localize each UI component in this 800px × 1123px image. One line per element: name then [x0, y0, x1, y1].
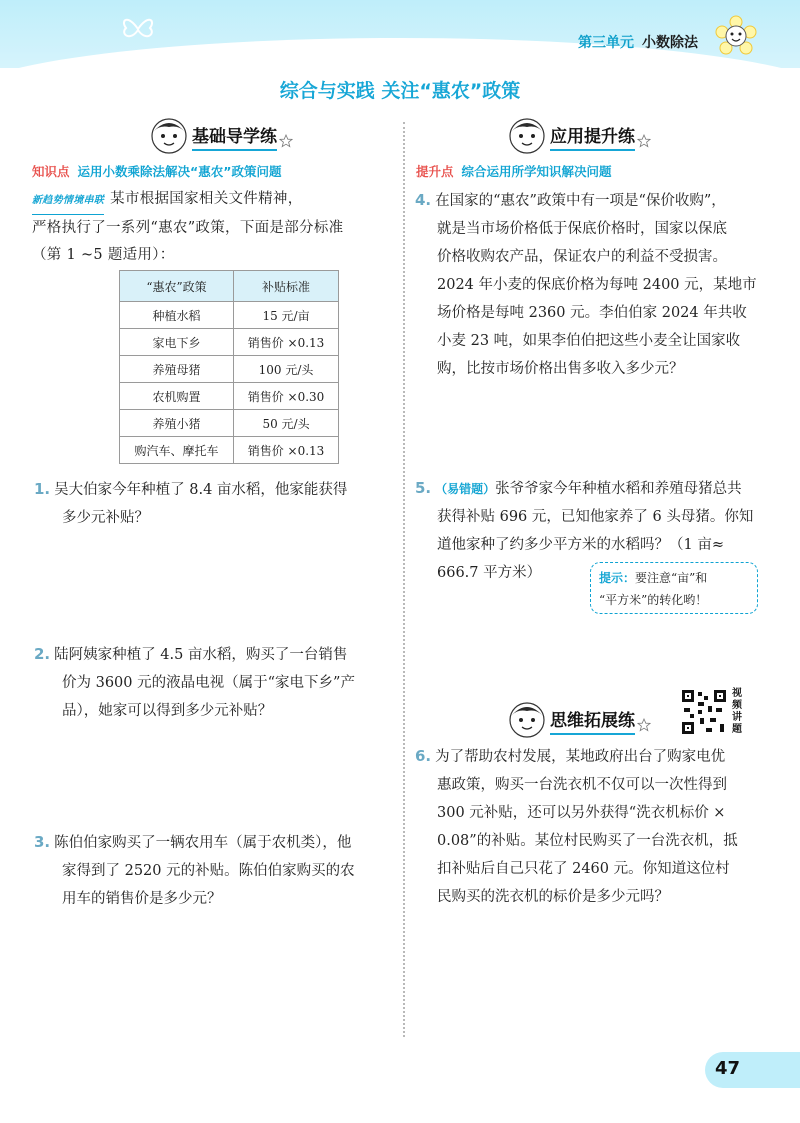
question-number: 3. [34, 833, 51, 851]
column-divider [403, 122, 405, 1037]
question-number: 2. [34, 645, 51, 663]
question-text: 300 元补贴，还可以另外获得“洗衣机标价 × [437, 805, 726, 821]
hint-line-2: “平方米”的转化哟！ [599, 593, 708, 607]
hint-line-1: 要注意“亩”和 [635, 571, 708, 585]
page-title: 综合与实践 关注“惠农”政策 [279, 80, 521, 102]
question-number: 5. [415, 479, 432, 497]
question-text: 家得到了 2520 元的补贴。陈伯伯家购买的农 [62, 863, 355, 879]
knowledge-point [32, 162, 281, 180]
table-cell: 养殖母猪 [120, 356, 234, 383]
question-number: 1. [34, 480, 51, 498]
question-2 [34, 640, 402, 725]
question-1 [34, 475, 402, 532]
trend-tag: 新趋势情境串联 [32, 187, 104, 215]
page-number: 47 [715, 1058, 741, 1079]
unit-title: 小数除法 [642, 35, 698, 51]
table-cell: 销售价 ×0.13 [234, 329, 339, 356]
question-text: 陈伯伯家购买了一辆农用车（属于农机类），他 [54, 835, 352, 851]
question-3 [34, 828, 402, 913]
section-basic-heading [150, 116, 293, 156]
improvement-point-label: 提升点 [416, 164, 454, 179]
table-header-row [120, 271, 339, 302]
table-cell: 养殖小猪 [120, 410, 234, 437]
intro-line-2: 严格执行了一系列“惠农”政策，下面是部分标准 [32, 220, 344, 236]
question-text: 陆阿姨家种植了 4.5 亩水稻，购买了一台销售 [54, 647, 348, 663]
question-text: 就是当市场价格低于保底价格时，国家以保底 [437, 221, 727, 237]
section-apply-title: 应用提升练 [550, 122, 635, 151]
unit-heading [578, 32, 698, 52]
question-text: 道他家种了约多少平方米的水稻吗？（1 亩≈ [437, 537, 724, 553]
question-text: 2024 年小麦的保底价格为每吨 2400 元，某地市 [437, 277, 757, 293]
table-cell: 种植水稻 [120, 302, 234, 329]
question-text: 吴大伯家今年种植了 8.4 亩水稻，他家能获得 [54, 482, 348, 498]
table-cell: 购汽车、摩托车 [120, 437, 234, 464]
table-header-policy: “惠农”政策 [120, 271, 234, 302]
knowledge-point-text: 运用小数乘除法解决“惠农”政策问题 [77, 164, 282, 179]
question-text: 价为 3600 元的液晶电视（属于“家电下乡”产 [62, 675, 355, 691]
improvement-point-text: 综合运用所学知识解决问题 [461, 164, 612, 179]
question-text: 扣补贴后自己只花了 2460 元。你知道这位村 [437, 861, 730, 877]
qr-code-icon[interactable] [680, 688, 728, 736]
table-cell: 销售价 ×0.30 [234, 383, 339, 410]
hint-box [590, 562, 758, 614]
section-extend-heading [508, 700, 651, 740]
intro-line-1: 某市根据国家相关文件精神， [110, 191, 303, 207]
table-header-standard: 补贴标准 [234, 271, 339, 302]
question-number: 4. [415, 191, 432, 209]
mistake-tag: （易错题） [435, 482, 496, 496]
table-cell: 100 元/头 [234, 356, 339, 383]
table-row [120, 437, 339, 464]
question-text: 场价格是每吨 2360 元。李伯伯家 2024 年共收 [437, 305, 747, 321]
section-apply-heading [508, 116, 651, 156]
section-basic-title: 基础导学练 [192, 122, 277, 151]
flower-mascot-icon [714, 14, 758, 58]
table-cell: 15 元/亩 [234, 302, 339, 329]
mascot-icon [150, 117, 188, 155]
question-6 [415, 742, 787, 911]
table-row [120, 383, 339, 410]
question-text: 为了帮助农村发展，某地政府出台了购家电优 [435, 749, 726, 765]
star-icon [637, 134, 651, 148]
question-text: 多少元补贴？ [62, 510, 149, 526]
question-text: 民购买的洗衣机的标价是多少元吗？ [437, 889, 669, 905]
qr-label: 视频讲题 [732, 688, 742, 735]
mascot-icon [508, 701, 546, 739]
table-cell: 50 元/头 [234, 410, 339, 437]
unit-label: 第三单元 [578, 35, 634, 51]
table-row [120, 356, 339, 383]
question-text: 666.7 平方米） [437, 565, 542, 581]
section-extend-title: 思维拓展练 [550, 706, 635, 735]
question-text: 张爷爷家今年种植水稻和养殖母猪总共 [495, 481, 742, 497]
question-number: 6. [415, 747, 432, 765]
question-4 [415, 186, 787, 383]
question-text: 价格收购农产品，保证农户的利益不受损害。 [437, 249, 727, 265]
question-text: 0.08”的补贴。某位村民购买了一台洗衣机，抵 [437, 833, 738, 849]
intro-line-3: （第 1 ~5 题适用）： [32, 247, 175, 263]
table-row [120, 329, 339, 356]
star-icon [279, 134, 293, 148]
question-text: 购，比按市场价格出售多收入多少元？ [437, 361, 684, 377]
question-text: 惠政策，购买一台洗衣机不仅可以一次性得到 [437, 777, 727, 793]
table-row [120, 302, 339, 329]
page-header [0, 0, 800, 68]
hint-label: 提示： [599, 571, 636, 585]
mascot-icon [508, 117, 546, 155]
improvement-point [416, 162, 612, 180]
table-cell: 农机购置 [120, 383, 234, 410]
star-icon [637, 718, 651, 732]
question-text: 小麦 23 吨，如果李伯伯把这些小麦全让国家收 [437, 333, 741, 349]
table-cell: 销售价 ×0.13 [234, 437, 339, 464]
subsidy-table [119, 270, 339, 464]
knowledge-point-label: 知识点 [32, 164, 70, 179]
butterfly-icon [118, 14, 158, 44]
table-cell: 家电下乡 [120, 329, 234, 356]
question-text: 获得补贴 696 元，已知他家养了 6 头母猪。你知 [437, 509, 754, 525]
question-text: 在国家的“惠农”政策中有一项是“保价收购”， [435, 193, 726, 209]
question-text: 用车的销售价是多少元？ [62, 891, 222, 907]
table-row [120, 410, 339, 437]
intro-paragraph [32, 186, 392, 269]
question-text: 品），她家可以得到多少元补贴？ [62, 703, 273, 719]
